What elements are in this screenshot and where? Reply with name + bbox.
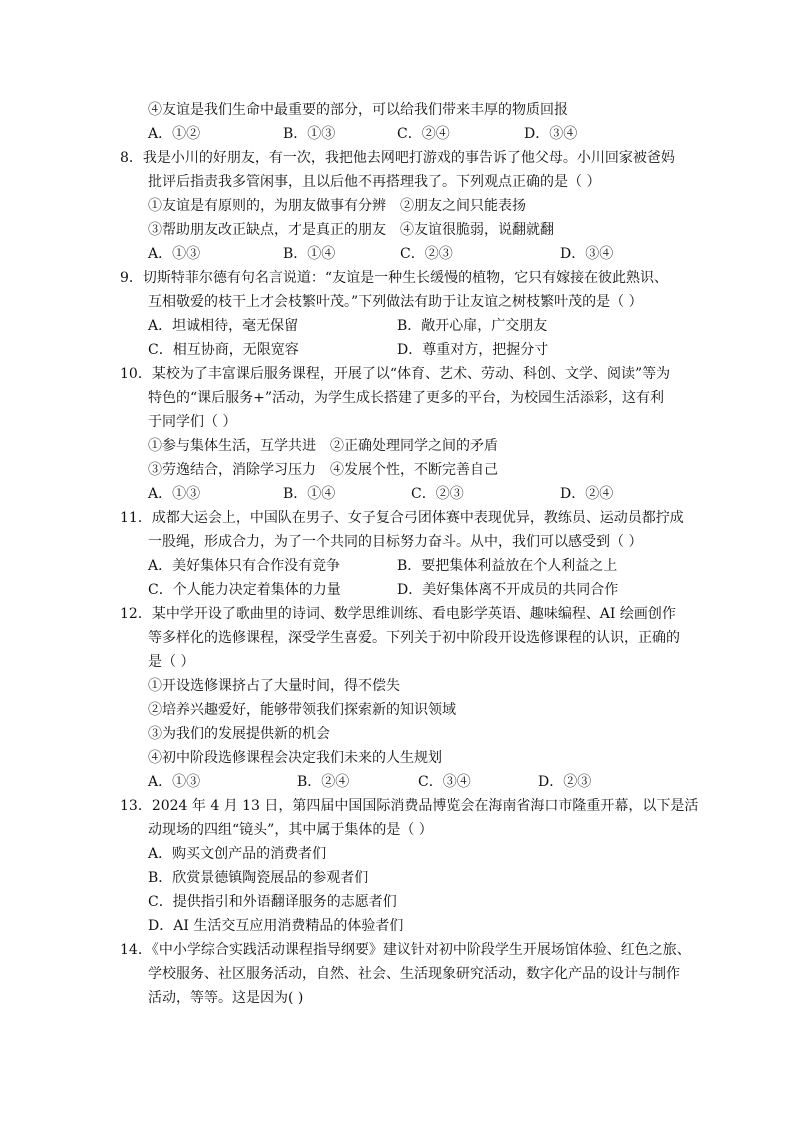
q12-option-b: B．②④ xyxy=(297,774,350,790)
q11-stem-line-2: 一股绳，形成合力，为了一个共同的目标努力奋斗。从中，我们可以感受到（ ） xyxy=(148,534,643,550)
q8-stem-line-1: 8．我是小川的好朋友，有一次，我把他去网吧打游戏的事告诉了他父母。小川回家被爸妈 xyxy=(120,150,675,166)
q12-option-d: D．②③ xyxy=(538,774,592,790)
q13-option-c: C．提供指引和外语翻译服务的志愿者们 xyxy=(148,894,397,910)
q10-option-a: A．①③ xyxy=(148,486,201,502)
q8-option-b: B．①④ xyxy=(283,246,336,262)
q9-option-c: C．相互协商，无限宽容 xyxy=(148,342,299,358)
q12-option-c: C．③④ xyxy=(418,774,471,790)
q10-stem-line-3: 于同学们（ ） xyxy=(148,414,237,430)
q13-stem-line-1: 13．2024 年 4 月 13 日，第四届中国国际消费品博览会在海南省海口市隆重开幕，以下是活 xyxy=(120,798,699,814)
q13-stem-line-2: 动现场的四组“镜头”，其中属于集体的是（ ） xyxy=(148,822,433,838)
q7-item-4: ④友谊是我们生命中最重要的部分，可以给我们带来丰厚的物质回报 xyxy=(148,102,568,118)
q8-option-d: D．③④ xyxy=(560,246,614,262)
q10-items-line-1: ①参与集体生活，互学共进 ②正确处理同学之间的矛盾 xyxy=(148,438,498,454)
q11-option-b: B．要把集体利益放在个人利益之上 xyxy=(397,558,618,574)
q12-option-a: A．①③ xyxy=(148,774,201,790)
q12-item-2: ②培养兴趣爱好，能够带领我们探索新的知识领域 xyxy=(148,702,456,718)
q11-stem-line-1: 11．成都大运会上，中国队在男子、女子复合弓团体赛中表现优异，教练员、运动员都拧成 xyxy=(120,510,684,526)
q8-items-line-1: ①友谊是有原则的，为朋友做事有分辨 ②朋友之间只能表扬 xyxy=(148,198,526,214)
q10-items-line-2: ③劳逸结合，消除学习压力 ④发展个性，不断完善自己 xyxy=(148,462,498,478)
q9-stem-line-2: 互相敬爱的枝干上才会枝繁叶茂。”下列做法有助于让友谊之树枝繁叶茂的是（ ） xyxy=(148,294,643,310)
q13-option-a: A．购买文创产品的消费者们 xyxy=(148,846,327,862)
q13-option-d: D．AI 生活交互应用消费精品的体验者们 xyxy=(148,918,404,934)
q14-stem-line-2: 学校服务、社区服务活动，自然、社会、生活现象研究活动，数字化产品的设计与制作 xyxy=(148,966,680,982)
q14-stem-line-1: 14．《中小学综合实践活动课程指导纲要》建议针对初中阶段学生开展场馆体验、红色之旅、 xyxy=(120,942,691,958)
q8-stem-line-2: 批评后指责我多管闲事，且以后他不再搭理我了。下列观点正确的是（ ） xyxy=(148,174,601,190)
q12-stem-line-2: 等多样化的选修课程，深受学生喜爱。下列关于初中阶段开设选修课程的认识，正确的 xyxy=(148,630,680,646)
q7-option-a: A．①② xyxy=(148,126,201,142)
q12-stem-line-1: 12．某中学开设了歌曲里的诗词、数学思维训练、看电影学英语、趣味编程、AI 绘画创作 xyxy=(120,606,676,622)
q14-stem-line-3: 活动，等等。这是因为( ) xyxy=(148,990,304,1006)
q13-option-b: B．欣赏景德镇陶瓷展品的参观者们 xyxy=(148,870,369,886)
q10-option-c: C．②③ xyxy=(411,486,464,502)
q9-option-b: B．敞开心扉，广交朋友 xyxy=(397,318,548,334)
q8-option-a: A．①③ xyxy=(148,246,201,262)
q7-option-d: D．③④ xyxy=(524,126,578,142)
q10-option-b: B．①④ xyxy=(283,486,336,502)
q11-option-d: D．美好集体离不开成员的共同合作 xyxy=(397,582,619,598)
q12-item-1: ①开设选修课挤占了大量时间，得不偿失 xyxy=(148,678,400,694)
q7-option-b: B．①③ xyxy=(283,126,336,142)
q10-stem-line-2: 特色的“课后服务+”活动，为学生成长搭建了更多的平台，为校园生活添彩，这有利 xyxy=(148,390,665,406)
q11-option-a: A．美好集体只有合作没有竞争 xyxy=(148,558,341,574)
q9-option-d: D．尊重对方，把握分寸 xyxy=(397,342,549,358)
q10-stem-line-1: 10．某校为了丰富课后服务课程，开展了以“体育、艺术、劳动、科创、文学、阅读”等为 xyxy=(120,366,671,382)
q12-item-3: ③为我们的发展提供新的机会 xyxy=(148,726,330,742)
q11-option-c: C．个人能力决定着集体的力量 xyxy=(148,582,341,598)
q12-stem-line-3: 是（ ） xyxy=(148,654,195,670)
q9-option-a: A．坦诚相待，毫无保留 xyxy=(148,318,299,334)
q10-option-d: D．②④ xyxy=(560,486,614,502)
q8-option-c: C．②③ xyxy=(400,246,453,262)
q12-item-4: ④初中阶段选修课程会决定我们未来的人生规划 xyxy=(148,750,442,766)
q9-stem-line-1: 9．切斯特菲尔德有句名言说道：“友谊是一种生长缓慢的植物，它只有嫁接在彼此熟识、 xyxy=(120,270,669,286)
q8-items-line-2: ③帮助朋友改正缺点，才是真正的朋友 ④友谊很脆弱，说翻就翻 xyxy=(148,222,554,238)
q7-option-c: C．②④ xyxy=(397,126,450,142)
